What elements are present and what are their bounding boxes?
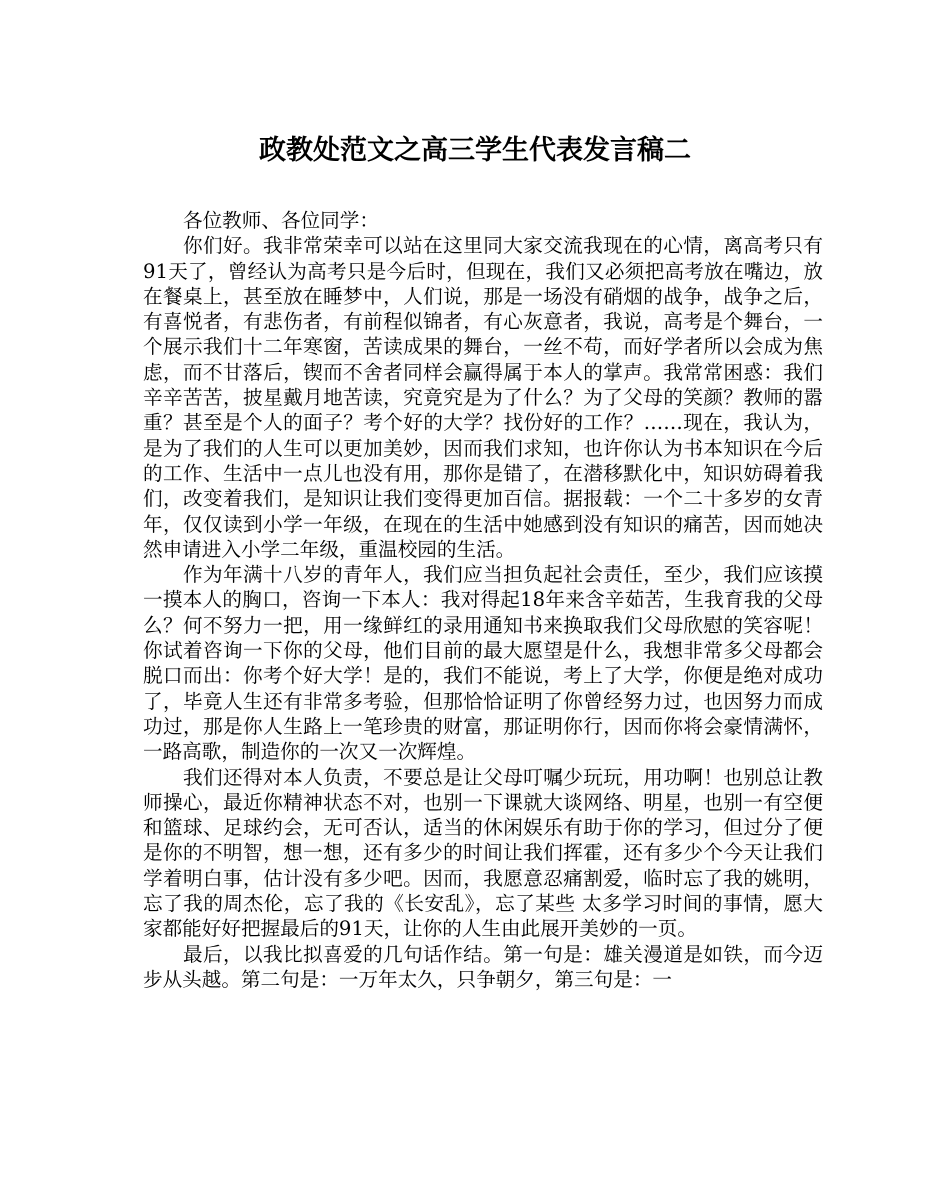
document-body — [143, 208, 823, 992]
paragraph-1: 你们好。我非常荣幸可以站在这里同大家交流我现在的心情，离高考只有91天了，曾经认为高考只是今后时，但现在，我们又必须把高考放在嘴边，放在餐桌上，甚至放在睡梦中，人们说，那是一场没有硝烟的战争，战争之后，有喜悦者，有悲伤者，有前程似锦者，有心灰意者，我说，高考是个舞台，一个展示我们十二年寒窗，苦读成果的舞台，一丝不苟，而好学者所以会成为焦虑，而不甘落后，锲而不舍者同样会赢得属于本人的掌声。我常常困惑：我们辛辛苦苦，披星戴月地苦读，究竟究是为了什么？为了父母的笑颜？教师的嚣重？甚至是个人的面子？考个好的大学？找份好的工作？……现在，我认为，是为了我们的人生可以更加美妙，因而我们求知，也许你认为书本知识在今后的工作、生活中一点儿也没有用，那你是错了，在潜移默化中，知识妨碍着我们，改变着我们，是知识让我们变得更加百信。据报载：一个二十多岁的女青年，仅仅读到小学一年级，在现在的生活中她感到没有知识的痛苦，因而她决然申请进入小学二年级，重温校园的生活。 — [143, 234, 823, 561]
paragraph-4: 最后，以我比拟喜爱的几句话作结。第一句是：雄关漫道是如铁，而今迈步从头越。第二句是：一万年太久，只争朝夕，第三句是：一 — [143, 942, 823, 991]
document-title: 政教处范文之高三学生代表发言稿二 — [259, 135, 691, 166]
paragraph-3: 我们还得对本人负责，不要总是让父母叮嘱少玩玩，用功啊！也别总让教师操心，最近你精神状态不对，也别一下课就大谈网络、明星，也别一有空便和篮球、足球约会，无可否认，适当的休闲娱乐有助于你的学习，但过分了便是你的不明智，想一想，还有多少的时间让我们挥霍，还有多少个今天让我们学着明白事，估计没有多少吧。因而，我愿意忍痛割爱，临时忘了我的姚明，忘了我的周杰伦，忘了我的《长安乱》，忘了某些 太多学习时间的事情，愿大家都能好好把握最后的91天，让你的人生由此展开美妙的一页。 — [143, 765, 823, 941]
salutation: 各位教师、各位同学： — [183, 209, 379, 232]
paragraph-2: 作为年满十八岁的青年人，我们应当担负起社会责任，至少，我们应该摸一摸本人的胸口，咨询一下本人：我对得起18年来含辛茹苦，生我育我的父母么？何不努力一把，用一缘鲜红的录用通知书来换取我们父母欣慰的笑容呢！你试着咨询一下你的父母，他们目前的最大愿望是什么，我想非常多父母都会脱口而出：你考个好大学！是的，我们不能说，考上了大学，你便是绝对成功了，毕竟人生还有非常多考验，但那恰恰证明了你曾经努力过，也因努力而成功过，那是你人生路上一笔珍贵的财富，那证明你行，因而你将会豪情满怀，一路高歌，制造你的一次又一次辉煌。 — [143, 563, 823, 764]
